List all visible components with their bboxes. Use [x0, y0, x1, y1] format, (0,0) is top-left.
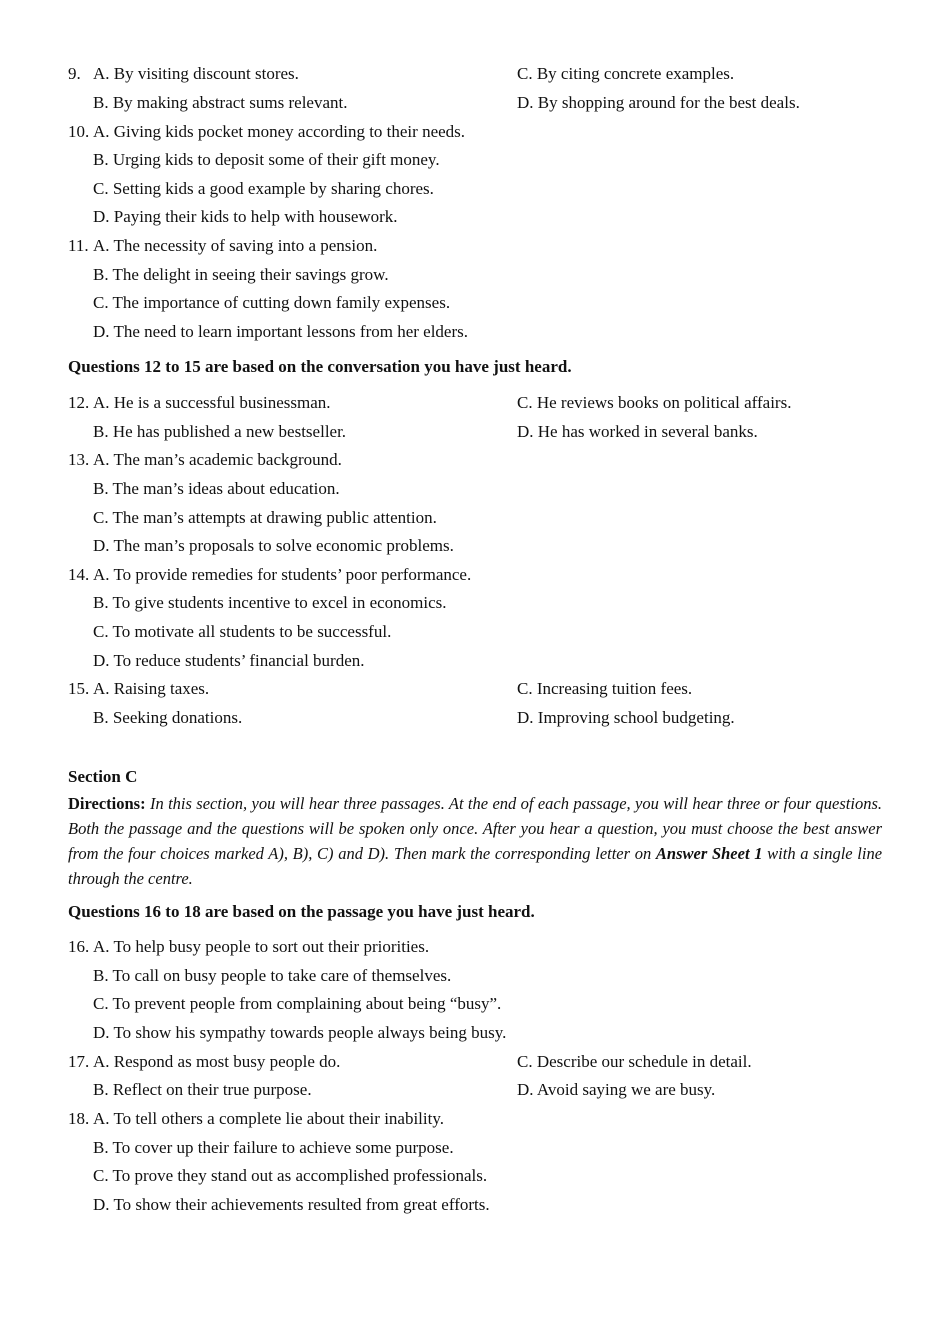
option-a: A. The necessity of saving into a pension. [93, 236, 378, 255]
option-c: C. To prove they stand out as accomplished professionals. [93, 1166, 488, 1185]
option-d: D. By shopping around for the best deals. [517, 93, 800, 112]
option-d: D. The need to learn important lessons from her elders. [93, 322, 468, 341]
option-d: D. To reduce students’ financial burden. [93, 651, 365, 670]
answer-sheet-label: Answer Sheet 1 [655, 844, 763, 863]
option-c: C. Increasing tuition fees. [517, 679, 693, 698]
option-c: C. The man’s attempts at drawing public attention. [93, 508, 437, 527]
option-b: B. The delight in seeing their savings grow. [93, 265, 389, 284]
option-a: A. He is a successful businessman. [93, 393, 331, 412]
option-c: C. The importance of cutting down family expenses. [93, 293, 451, 312]
option-d: D. Avoid saying we are busy. [517, 1080, 716, 1099]
option-b: B. The man’s ideas about education. [93, 479, 340, 498]
option-b: B. By making abstract sums relevant. [93, 93, 348, 112]
question-number: 11. [68, 236, 89, 255]
question-number: 18. [68, 1109, 90, 1128]
question-number: 16. [68, 937, 90, 956]
question-number: 12. [68, 393, 90, 412]
option-b: B. Seeking donations. [93, 708, 243, 727]
option-c: C. Setting kids a good example by sharing chores. [93, 179, 434, 198]
section-c-title: Section C [68, 767, 138, 786]
option-d: D. Improving school budgeting. [517, 708, 735, 727]
option-c: C. To motivate all students to be successful. [93, 622, 392, 641]
question-number: 15. [68, 679, 90, 698]
option-d: D. He has worked in several banks. [517, 422, 758, 441]
option-a: A. The man’s academic background. [93, 450, 342, 469]
question-number: 13. [68, 450, 90, 469]
option-a: A. Respond as most busy people do. [93, 1052, 341, 1071]
question-number: 14. [68, 565, 90, 584]
option-a: A. To help busy people to sort out their priorities. [93, 937, 430, 956]
directions-tail: with a single line through the centre. [68, 844, 883, 888]
directions-label: Directions: [68, 794, 146, 813]
question-number: 9. [68, 64, 81, 83]
option-b: B. Urging kids to deposit some of their gift money. [93, 150, 440, 169]
option-d: D. Paying their kids to help with housework. [93, 207, 398, 226]
option-b: B. To call on busy people to take care of themselves. [93, 966, 452, 985]
question-number: 10. [68, 122, 90, 141]
option-b: B. Reflect on their true purpose. [93, 1080, 312, 1099]
option-c: C. He reviews books on political affairs. [517, 393, 792, 412]
option-b: B. To cover up their failure to achieve some purpose. [93, 1138, 454, 1157]
option-a: A. By visiting discount stores. [93, 64, 299, 83]
option-a: A. Raising taxes. [93, 679, 210, 698]
questions-16-18-heading: Questions 16 to 18 are based on the passage you have just heard. [68, 902, 535, 921]
option-b: B. To give students incentive to excel in economics. [93, 593, 447, 612]
option-d: D. The man’s proposals to solve economic problems. [93, 536, 454, 555]
option-d: D. To show his sympathy towards people always being busy. [93, 1023, 507, 1042]
option-a: A. To provide remedies for students’ poor performance. [93, 565, 472, 584]
directions-text: In this section, you will hear three passages. At the end of each passage, you will hear three or four questions. Both the passage and the questions will be spoken only once. After you hear a question, you must choose the best answer from the four choices marked A), B), C) and D). Then mark the corresponding letter on [68, 794, 882, 863]
option-c: C. By citing concrete examples. [517, 64, 735, 83]
questions-12-15-heading: Questions 12 to 15 are based on the conversation you have just heard. [68, 357, 572, 376]
option-d: D. To show their achievements resulted from great efforts. [93, 1195, 490, 1214]
option-a: A. Giving kids pocket money according to their needs. [93, 122, 466, 141]
option-b: B. He has published a new bestseller. [93, 422, 347, 441]
option-a: A. To tell others a complete lie about their inability. [93, 1109, 444, 1128]
section-c-directions [68, 791, 882, 891]
option-c: C. To prevent people from complaining about being “busy”. [93, 994, 502, 1013]
question-number: 17. [68, 1052, 90, 1071]
option-c: C. Describe our schedule in detail. [517, 1052, 752, 1071]
